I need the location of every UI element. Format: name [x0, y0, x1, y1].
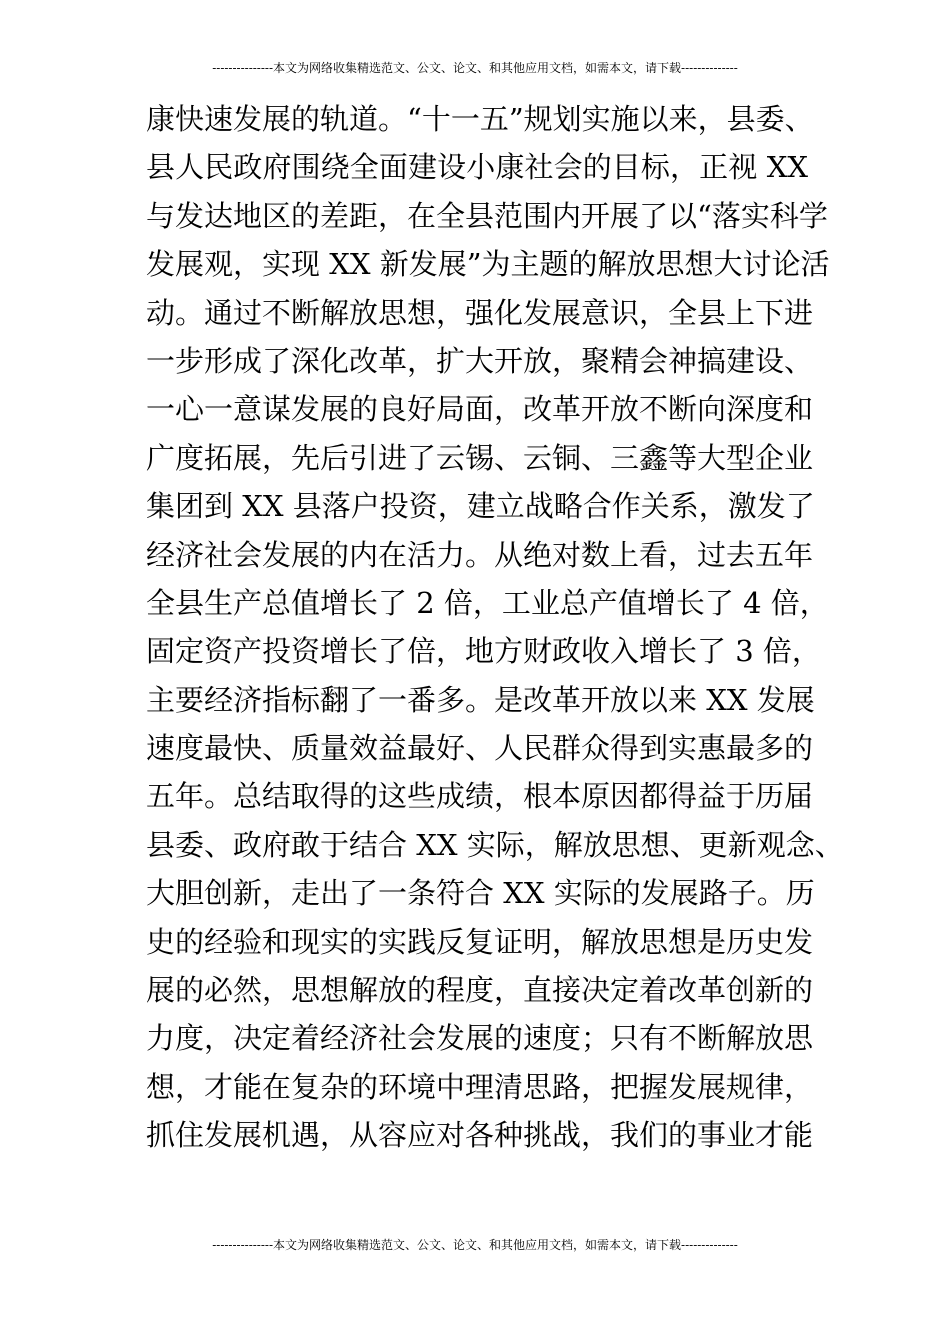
body-line: 康快速发展的轨道。“十一五”规划实施以来，县委、 — [146, 102, 814, 136]
body-line: 一心一意谋发展的良好局面，改革开放不断向深度和 — [146, 392, 814, 427]
body-line: 县委、政府敢于结合 XX 实际，解放思想、更新观念、 — [146, 827, 844, 862]
body-line: 全县生产总值增长了 2 倍，工业总产值增长了 4 倍， — [146, 585, 829, 620]
body-line: 与发达地区的差距，在全县范围内开展了以“落实科学 — [146, 198, 828, 233]
body-line: 五年。总结取得的这些成绩，根本原因都得益于历届 — [146, 779, 814, 814]
body-line: 县人民政府围绕全面建设小康社会的目标，正视 XX — [146, 150, 808, 185]
body-line: 固定资产投资增长了倍，地方财政收入增长了 3 倍， — [146, 634, 821, 669]
body-line: 力度，决定着经济社会发展的速度；只有不断解放思 — [146, 1021, 814, 1056]
body-line: 集团到 XX 县落户投资，建立战略合作关系，激发了 — [146, 489, 815, 524]
body-text — [146, 95, 844, 1160]
body-line: 一步形成了深化改革，扩大开放，聚精会神搞建设、 — [146, 343, 814, 378]
body-line: 主要经济指标翻了一番多。是改革开放以来 XX 发展 — [146, 682, 815, 717]
page-footer: ---------------本文为网络收集精选范文、公文、论文、和其他应用文档，如需本文，请下载-------------- — [212, 1238, 738, 1252]
body-line: 史的经验和现实的实践反复证明，解放思想是历史发 — [146, 924, 814, 959]
body-line: 经济社会发展的内在活力。从绝对数上看，过去五年 — [146, 537, 814, 572]
body-line: 广度拓展，先后引进了云锡、云铜、三鑫等大型企业 — [146, 440, 814, 475]
body-line: 展的必然，思想解放的程度，直接决定着改革创新的 — [146, 973, 814, 1008]
body-line: 想，才能在复杂的环境中理清思路，把握发展规律， — [146, 1069, 814, 1104]
body-line: 发展观，实现 XX 新发展”为主题的解放思想大讨论活 — [146, 247, 830, 282]
body-line: 动。通过不断解放思想，强化发展意识，全县上下进 — [146, 295, 814, 330]
page-header: ---------------本文为网络收集精选范文、公文、论文、和其他应用文档，如需本文，请下载-------------- — [212, 61, 738, 75]
body-line: 抓住发展机遇，从容应对各种挑战，我们的事业才能 — [146, 1118, 814, 1153]
body-line: 速度最快、质量效益最好、人民群众得到实惠最多的 — [146, 731, 814, 766]
body-line: 大胆创新，走出了一条符合 XX 实际的发展路子。历 — [146, 876, 815, 911]
